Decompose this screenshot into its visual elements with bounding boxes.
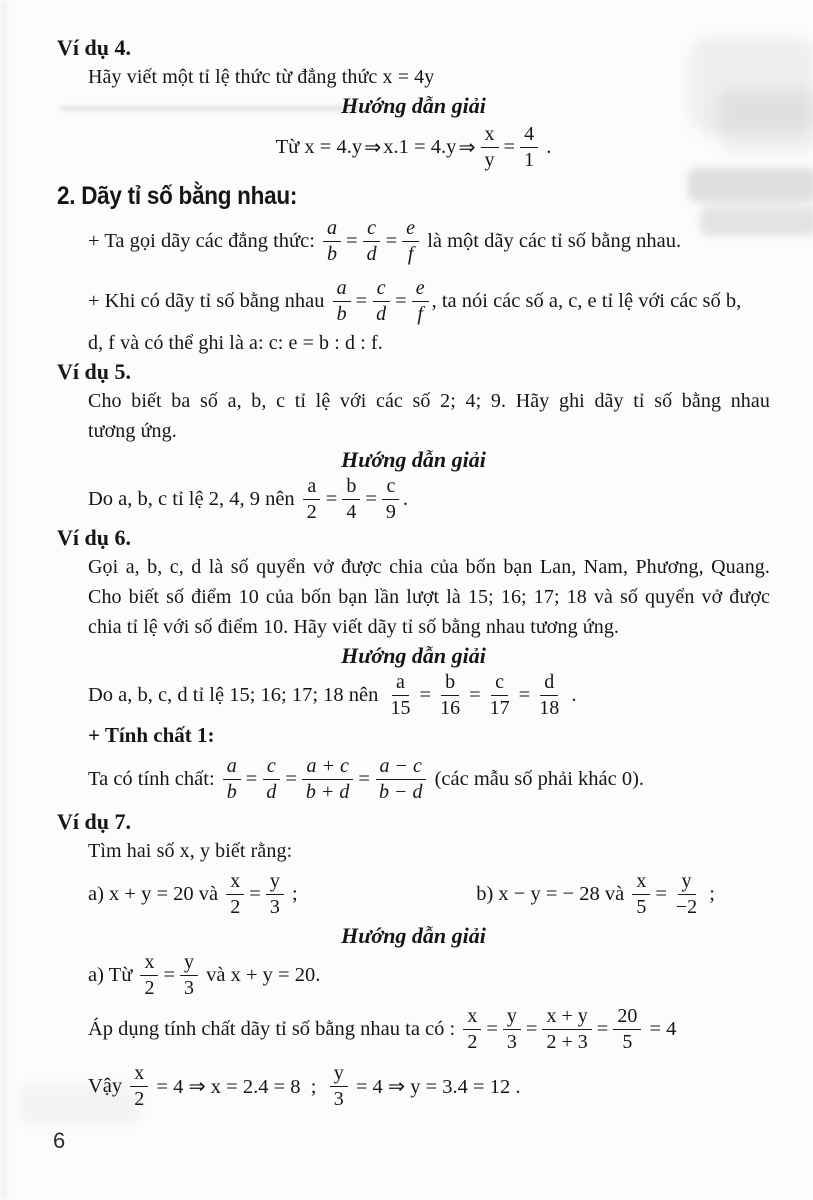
section-2-bullet-2 (88, 274, 770, 328)
part-a-text: a) x + y = 20 và (88, 882, 224, 905)
equals-symbol: = (596, 1017, 609, 1040)
fraction-denominator: 1 (524, 148, 535, 171)
fraction-numerator: a (392, 671, 409, 695)
guide-heading-2: Hướng dẫn giải (341, 447, 486, 472)
fraction-numerator: y (330, 1062, 348, 1086)
part-a-text: ; (286, 882, 298, 905)
fraction-numerator: b (441, 671, 459, 695)
equals-symbol: = (358, 767, 370, 790)
example-6-solution (88, 670, 770, 720)
equals-symbol: = (163, 963, 176, 986)
property-text: (các mẫu số phải khác 0). (429, 767, 645, 790)
fraction-x-5 (632, 870, 650, 918)
bullet-text: + Khi có dãy tỉ số bằng nhau (88, 289, 330, 312)
bullet-text: là một dãy các tỉ số bằng nhau. (422, 229, 682, 252)
fraction-numerator: c (491, 671, 508, 695)
fraction-numerator: a (303, 475, 320, 499)
fraction-c-9 (382, 475, 400, 523)
solution-text: Do a, b, c, d tỉ lệ 15; 16; 17; 18 nên (88, 683, 384, 706)
fraction-x-2 (130, 1062, 148, 1110)
equals-symbol: = (355, 289, 368, 312)
page-content (57, 34, 770, 1114)
equals-symbol: = (325, 487, 338, 510)
fraction-denominator: 15 (390, 696, 411, 719)
equals-symbol: = (525, 1017, 538, 1040)
fraction-y-3 (266, 870, 284, 918)
fraction-numerator: e (402, 217, 419, 241)
fraction-denominator: b + d (305, 780, 350, 803)
fraction-denominator: 18 (539, 696, 560, 719)
example-6-prompt-line-2: Cho biết số điểm 10 của bốn bạn lần lượt là 15; 16; 17; 18 và số quyển vở được (88, 586, 770, 608)
fraction-difference (375, 755, 427, 803)
fraction-denominator: f (407, 242, 414, 265)
equals-symbol: = (365, 487, 377, 510)
example-7-solution-line-3 (88, 1058, 770, 1114)
example-6-prompt-line-1: Gọi a, b, c, d là số quyển vở được chia của bốn bạn Lan, Nam, Phương, Quang. (88, 556, 770, 578)
fraction-denominator: 4 (346, 500, 357, 523)
fraction-a-b (223, 755, 241, 803)
fraction-denominator: 2 (306, 500, 317, 523)
fraction-a-15 (387, 671, 415, 719)
fraction-numerator: y (180, 951, 198, 975)
fraction-y-neg2 (672, 870, 701, 918)
fraction-b-4 (342, 475, 360, 523)
fraction-numerator: a (333, 277, 351, 301)
guide-heading-3: Hướng dẫn giải (341, 643, 486, 668)
fraction-e-f (402, 217, 419, 265)
fraction-denominator: 2 (134, 1087, 145, 1110)
example-4-solution-equation (57, 120, 770, 174)
fraction-denominator: 5 (622, 1030, 633, 1053)
fraction-numerator: a + c (302, 755, 352, 779)
example-5-title: Ví dụ 5. (57, 359, 131, 384)
equals-symbol: = (285, 767, 297, 790)
solution-text: . (566, 683, 577, 706)
solution-text: . (402, 487, 409, 510)
fraction-denominator: 17 (489, 696, 510, 719)
fraction-c-d (262, 755, 280, 803)
example-7-title: Ví dụ 7. (57, 809, 131, 834)
equals-symbol: = (385, 229, 398, 252)
fraction-denominator: d (266, 780, 277, 803)
fraction-denominator: 3 (269, 895, 280, 918)
fraction-a-b (323, 217, 341, 265)
fraction-numerator: y (503, 1005, 521, 1029)
fraction-denominator: f (417, 302, 423, 325)
solution-text: = 4 (644, 1017, 677, 1040)
example-6-prompt-line-3: chia tỉ lệ với số điểm 10. Hãy viết dãy tỉ số bằng nhau tương ứng. (88, 616, 620, 638)
solution-text: Do a, b, c tỉ lệ 2, 4, 9 nên (88, 487, 300, 510)
example-6-title: Ví dụ 6. (57, 525, 131, 550)
fraction-denominator: 2 (230, 895, 241, 918)
fraction-a-2 (303, 475, 321, 523)
fraction-y-3 (330, 1062, 348, 1110)
fraction-denominator: d (376, 302, 387, 325)
property-1-title: + Tính chất 1: (88, 723, 215, 747)
scan-shadow-left-edge (0, 0, 7, 1200)
solution-text: Vậy (88, 1074, 128, 1097)
fraction-denominator: y (484, 148, 495, 171)
equals-symbol: = (655, 882, 667, 905)
implies-symbol: ⇒ (364, 136, 382, 159)
fraction-numerator: b (342, 475, 360, 499)
fraction-numerator: x (226, 870, 244, 894)
equals-symbol: = (346, 229, 358, 252)
fraction-numerator: x (140, 951, 158, 975)
guide-heading-1: Hướng dẫn giải (341, 93, 486, 118)
solution-text: = 4 ⇒ x = 2.4 = 8 ; (151, 1075, 327, 1098)
example-7-part-b (476, 870, 715, 918)
fraction-numerator: x (130, 1062, 148, 1086)
example-5-prompt-line-1: Cho biết ba số a, b, c tỉ lệ với các số 2; 4; 9. Hãy ghi dãy tỉ số bằng nhau (88, 390, 770, 412)
fraction-denominator: b − d (378, 780, 423, 803)
equals-symbol: = (518, 683, 531, 706)
example-4-prompt: Hãy viết một tỉ lệ thức từ đẳng thức x = 4y (88, 66, 435, 88)
fraction-c-17 (486, 671, 514, 719)
fraction-numerator: x + y (542, 1005, 591, 1029)
eq-text: . (541, 135, 552, 158)
fraction-denominator: 2 (467, 1030, 478, 1053)
bullet-text: , ta nói các số a, c, e tỉ lệ với các số b, (431, 289, 742, 312)
fraction-denominator: 9 (385, 500, 396, 523)
fraction-denominator: 2 (144, 976, 155, 999)
fraction-c-d (372, 277, 390, 325)
eq-text: x.1 = 4.y (383, 135, 457, 158)
fraction-denominator: d (366, 242, 377, 265)
equals-symbol: = (245, 767, 258, 790)
equals-symbol: = (503, 135, 516, 158)
fraction-numerator: e (412, 277, 429, 301)
fraction-denominator: 5 (636, 895, 647, 918)
fraction-y-3 (503, 1005, 521, 1053)
fraction-y-3 (180, 951, 198, 999)
equals-symbol: = (419, 683, 432, 706)
fraction-4-1 (520, 123, 538, 171)
fraction-a-b (333, 277, 351, 325)
example-5-prompt-line-2: tương ứng. (88, 420, 177, 442)
fraction-numerator: a − c (376, 755, 426, 779)
solution-text: = 4 ⇒ y = 3.4 = 12 . (350, 1075, 521, 1098)
fraction-denominator: 3 (333, 1087, 344, 1110)
solution-text: Áp dụng tính chất dãy tỉ số bằng nhau ta có : (88, 1017, 461, 1040)
fraction-denominator: b (336, 302, 347, 325)
fraction-20-5 (613, 1005, 641, 1053)
equals-symbol: = (469, 683, 481, 706)
fraction-numerator: c (263, 755, 280, 779)
fraction-xy-sum (542, 1005, 591, 1053)
example-7-part-a (88, 870, 298, 918)
example-4-title: Ví dụ 4. (57, 35, 131, 60)
page-number: 6 (53, 1128, 66, 1153)
section-2-bullet-1 (88, 214, 770, 268)
fraction-numerator: c (363, 217, 380, 241)
fraction-x-y (481, 123, 499, 171)
fraction-x-2 (463, 1005, 481, 1053)
fraction-numerator: a (323, 217, 341, 241)
fraction-x-2 (140, 951, 158, 999)
fraction-denominator: b (327, 242, 338, 265)
fraction-numerator: x (632, 870, 650, 894)
fraction-numerator: c (373, 277, 390, 301)
equals-symbol: = (249, 882, 261, 905)
part-b-text: b) x − y = − 28 và (476, 882, 630, 905)
fraction-numerator: d (540, 671, 558, 695)
fraction-e-f (412, 277, 429, 325)
equals-symbol: = (486, 1017, 498, 1040)
fraction-numerator: y (678, 870, 696, 894)
fraction-denominator: 2 + 3 (546, 1030, 588, 1053)
fraction-numerator: x (463, 1005, 481, 1029)
fraction-numerator: c (382, 475, 399, 499)
example-7-solution-line-1 (88, 950, 770, 1000)
fraction-x-2 (226, 870, 244, 918)
section-2-heading: 2. Dãy tỉ số bằng nhau: (57, 182, 298, 210)
fraction-numerator: 20 (613, 1005, 641, 1029)
property-text: Ta có tính chất: (88, 767, 220, 790)
fraction-numerator: 4 (520, 123, 538, 147)
fraction-d-18 (535, 671, 563, 719)
example-7-solution-line-2 (88, 1000, 770, 1058)
fraction-denominator: b (226, 780, 237, 803)
fraction-c-d (363, 217, 381, 265)
example-5-solution (88, 474, 770, 524)
bullet-text: + Ta gọi dãy các đẳng thức: (88, 229, 321, 252)
fraction-sum (302, 755, 354, 803)
fraction-numerator: a (223, 755, 241, 779)
implies-symbol: ⇒ (458, 136, 476, 159)
guide-heading-4: Hướng dẫn giải (341, 923, 486, 948)
example-7-prompt: Tìm hai số x, y biết rằng: (88, 840, 293, 862)
fraction-b-16 (436, 671, 464, 719)
solution-text: và x + y = 20. (201, 963, 321, 986)
solution-text: a) Từ (88, 963, 138, 986)
equals-symbol: = (395, 289, 407, 312)
property-1-formula (88, 750, 770, 808)
fraction-denominator: 16 (440, 696, 461, 719)
fraction-denominator: 3 (184, 976, 195, 999)
fraction-numerator: x (481, 123, 499, 147)
eq-text: Từ x = 4.y (275, 135, 363, 158)
fraction-numerator: y (266, 870, 284, 894)
section-2-bullet-2-continuation: d, f và có thể ghi là a: c: e = b : d : f. (88, 332, 383, 354)
part-b-text: ; (704, 882, 715, 905)
fraction-denominator: −2 (675, 895, 698, 918)
fraction-denominator: 3 (506, 1030, 517, 1053)
example-7-parts (88, 866, 770, 922)
